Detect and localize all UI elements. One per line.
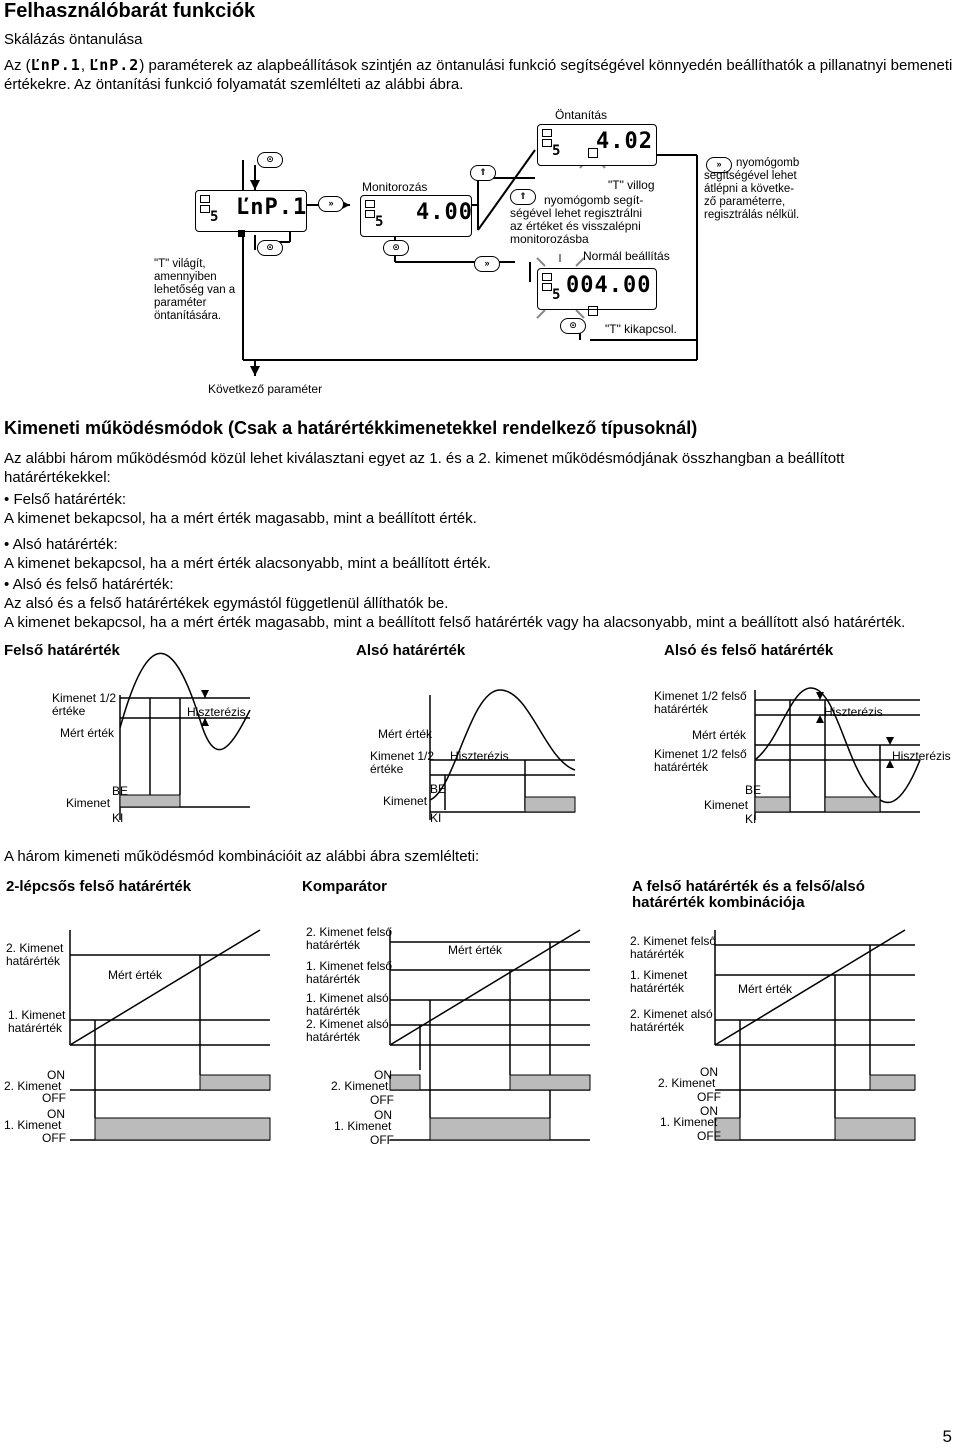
- c3-off2: OFF: [697, 1129, 721, 1143]
- display-monitor-value: 4.00: [416, 200, 473, 225]
- display-teach-value: 4.02: [596, 129, 653, 154]
- combo-col2-title: Komparátor: [302, 878, 388, 895]
- m3-also-line1: Kimenet 1/2 felső: [654, 747, 747, 761]
- m1-kimenet-line2: értéke: [52, 704, 86, 718]
- c2-on1: ON: [374, 1068, 392, 1082]
- combo-col1-title: 2-lépcsős felső határérték: [6, 878, 192, 895]
- c2-k1felso-2: határérték: [306, 972, 361, 986]
- m1-mert-ertek: Mért érték: [60, 726, 115, 740]
- c3-k1-2: határérték: [630, 981, 685, 995]
- c1-k1: 1. Kimenet: [4, 1118, 62, 1132]
- m2-be: BE: [430, 782, 447, 796]
- param-inp1: ĽnP.1: [30, 56, 81, 74]
- label-normal: Normál beállítás: [583, 249, 670, 263]
- c3-k2felso-2: határérték: [630, 947, 685, 961]
- m3-hiszterezis-top: Hiszterézis: [824, 705, 883, 719]
- c2-k1: 1. Kimenet: [334, 1119, 392, 1133]
- mode-button-normal[interactable]: ⊙: [560, 318, 586, 334]
- c3-mert: Mért érték: [738, 982, 793, 996]
- intro-sep: ,: [80, 57, 90, 74]
- display-inp-value: ĽnP.1: [236, 195, 308, 220]
- c3-k1: 1. Kimenet: [660, 1115, 718, 1129]
- m3-felso-line1: Kimenet 1/2 felső: [654, 689, 747, 703]
- combo-col3-title-l2: határérték kombinációja: [632, 894, 805, 911]
- reg-line1: nyomógomb segít-: [544, 193, 644, 207]
- m3-mert-ertek: Mért érték: [692, 728, 747, 742]
- mode-col3-title: Alsó és felső határérték: [664, 642, 834, 659]
- reg-line2: ségével lehet regisztrálni: [510, 206, 643, 220]
- intro-line2: értékekre. Az öntanítási funkció folyamatát szemlélteti az alábbi ábra.: [4, 76, 464, 93]
- c3-k2felso-1: 2. Kimenet felső: [630, 934, 717, 948]
- label-monitorozas: Monitorozás: [362, 180, 428, 194]
- c2-off2: OFF: [370, 1133, 394, 1147]
- c1-off2: OFF: [42, 1131, 66, 1145]
- m2-ki: KI: [430, 811, 442, 825]
- note-t-vilagit: "T" világít, amennyiben lehetőség van a paraméter öntanítására.: [154, 258, 236, 322]
- m2-hiszterezis: Hiszterézis: [450, 749, 509, 763]
- c1-k1-line1: 1. Kimenet: [8, 1008, 66, 1022]
- label-ontanitas: Öntanítás: [555, 108, 608, 122]
- subtitle: Skálázás öntanulása: [4, 31, 143, 48]
- m1-kimenet: Kimenet: [66, 796, 111, 810]
- mode-button-monitor[interactable]: ⊙: [383, 240, 409, 256]
- display-inp-small: 5: [210, 209, 220, 225]
- combo-col3-title-l1: A felső határérték és a felső/alsó: [632, 878, 865, 895]
- m2-kimenet-line2: értéke: [370, 762, 404, 776]
- shift-button-note[interactable]: »: [706, 157, 732, 173]
- m2-kimenet-line1: Kimenet 1/2: [370, 749, 435, 763]
- c2-on2: ON: [374, 1108, 392, 1122]
- c2-k1also-1: 1. Kimenet alsó: [306, 991, 389, 1005]
- combo-intro: A három kimeneti működésmód kombinációit az alábbi ábra szemlélteti:: [4, 848, 480, 865]
- c3-k1-1: 1. Kimenet: [630, 968, 688, 982]
- mode-button-top[interactable]: ⊙: [257, 152, 283, 168]
- c2-k2: 2. Kimenet: [331, 1079, 389, 1093]
- m1-be: BE: [112, 784, 129, 798]
- m3-ki: KI: [745, 812, 757, 826]
- c1-k2-line1: 2. Kimenet: [6, 941, 64, 955]
- shift-button-2[interactable]: »: [474, 256, 500, 272]
- c2-k2felso-1: 2. Kimenet felső: [306, 925, 393, 939]
- c3-k2also-2: határérték: [630, 1020, 685, 1034]
- c2-k2also-1: 2. Kimenet alsó: [306, 1017, 389, 1031]
- display-teach-small: 5: [552, 143, 562, 159]
- mode-button-bottom[interactable]: ⊙: [257, 240, 283, 256]
- display-normal-small: 5: [552, 287, 562, 303]
- reg-line3: az értéket és visszalépni: [510, 219, 641, 233]
- m1-hiszterezis: Hiszterézis: [187, 705, 246, 719]
- m2-mert-ertek: Mért érték: [378, 727, 433, 741]
- c3-k2also-1: 2. Kimenet alsó: [630, 1007, 713, 1021]
- param-inp2: ĽnP.2: [89, 56, 140, 74]
- c2-k1also-2: határérték: [306, 1004, 361, 1018]
- up-button-1[interactable]: ⇑: [470, 165, 496, 181]
- m1-ki: KI: [112, 811, 124, 825]
- c3-on2: ON: [700, 1104, 718, 1118]
- label-t-villog: "T" villog: [608, 178, 655, 192]
- c1-on1: ON: [47, 1068, 65, 1082]
- note-skip: segítségével lehet átlépni a követke- ző paraméterre, regisztrálás nélkül.: [704, 170, 800, 221]
- m3-hiszterezis-bottom: Hiszterézis: [892, 749, 951, 763]
- mode-col2-title: Alsó határérték: [356, 642, 466, 659]
- display-normal-value: 004.00: [566, 273, 652, 298]
- m3-kimenet: Kimenet: [704, 798, 749, 812]
- bullet-3: • Alsó és felső határérték: Az alsó és a felső határértékek egymástól függetlenül állíthatók be. A kimenet bekapcsol, ha a mért érték magasabb, mint a beállított felső határérték vagy ha alacsonyabb, mint a beállított alsó határérték.: [4, 576, 906, 631]
- note-skip-0: nyomógomb: [736, 157, 800, 169]
- c1-k2-line2: határérték: [6, 954, 61, 968]
- reg-line4: monitorozásba: [510, 232, 589, 246]
- label-next-param: Következő paraméter: [208, 382, 323, 396]
- c1-k2: 2. Kimenet: [4, 1079, 62, 1093]
- bullet-2: • Alsó határérték: A kimenet bekapcsol, ha a mért érték alacsonyabb, mint a beállított érték.: [4, 536, 491, 572]
- m1-kimenet-line1: Kimenet 1/2: [52, 691, 117, 705]
- c2-k2felso-2: határérték: [306, 938, 361, 952]
- c1-mert: Mért érték: [108, 968, 163, 982]
- c2-k2also-2: határérték: [306, 1030, 361, 1044]
- c1-on2: ON: [47, 1107, 65, 1121]
- m2-kimenet: Kimenet: [383, 794, 428, 808]
- display-monitor-small: 5: [375, 214, 385, 230]
- shift-button-1[interactable]: »: [318, 196, 344, 212]
- label-t-kikapcsol: "T" kikapcsol.: [605, 322, 677, 336]
- c3-on1: ON: [700, 1065, 718, 1079]
- c2-mert: Mért érték: [448, 943, 503, 957]
- intro-prefix: Az (: [4, 57, 31, 74]
- intro-rest: ) paraméterek az alapbeállítások szintjén az öntanulási funkció segítségével könnyedén beállíthatók a pillanatnyi bemeneti: [139, 57, 953, 74]
- page-title: Felhasználóbarát funkciók: [4, 0, 256, 22]
- c1-off1: OFF: [42, 1091, 66, 1105]
- m3-felso-line2: határérték: [654, 702, 709, 716]
- c2-k1felso-1: 1. Kimenet felső: [306, 959, 393, 973]
- m3-be: BE: [745, 783, 762, 797]
- section-intro: Az alábbi három működésmód közül lehet kiválasztani egyet az 1. és a 2. kimenet működésmódjának összhangban a beállított határértékekkel:: [4, 450, 845, 486]
- up-button-2[interactable]: ⇑: [510, 189, 536, 205]
- m3-also-line2: határérték: [654, 760, 709, 774]
- c3-off1: OFF: [697, 1090, 721, 1104]
- bullet-1: • Felső határérték: A kimenet bekapcsol, ha a mért érték magasabb, mint a beállított érték.: [4, 491, 477, 527]
- mode-col1-title: Felső határérték: [4, 642, 120, 659]
- c1-k1-line2: határérték: [8, 1021, 63, 1035]
- c3-k2: 2. Kimenet: [658, 1076, 716, 1090]
- page-number: 5: [942, 1427, 952, 1446]
- c2-off1: OFF: [370, 1093, 394, 1107]
- section-heading: Kimeneti működésmódok (Csak a határértékkimenetekkel rendelkező típusoknál): [4, 418, 698, 438]
